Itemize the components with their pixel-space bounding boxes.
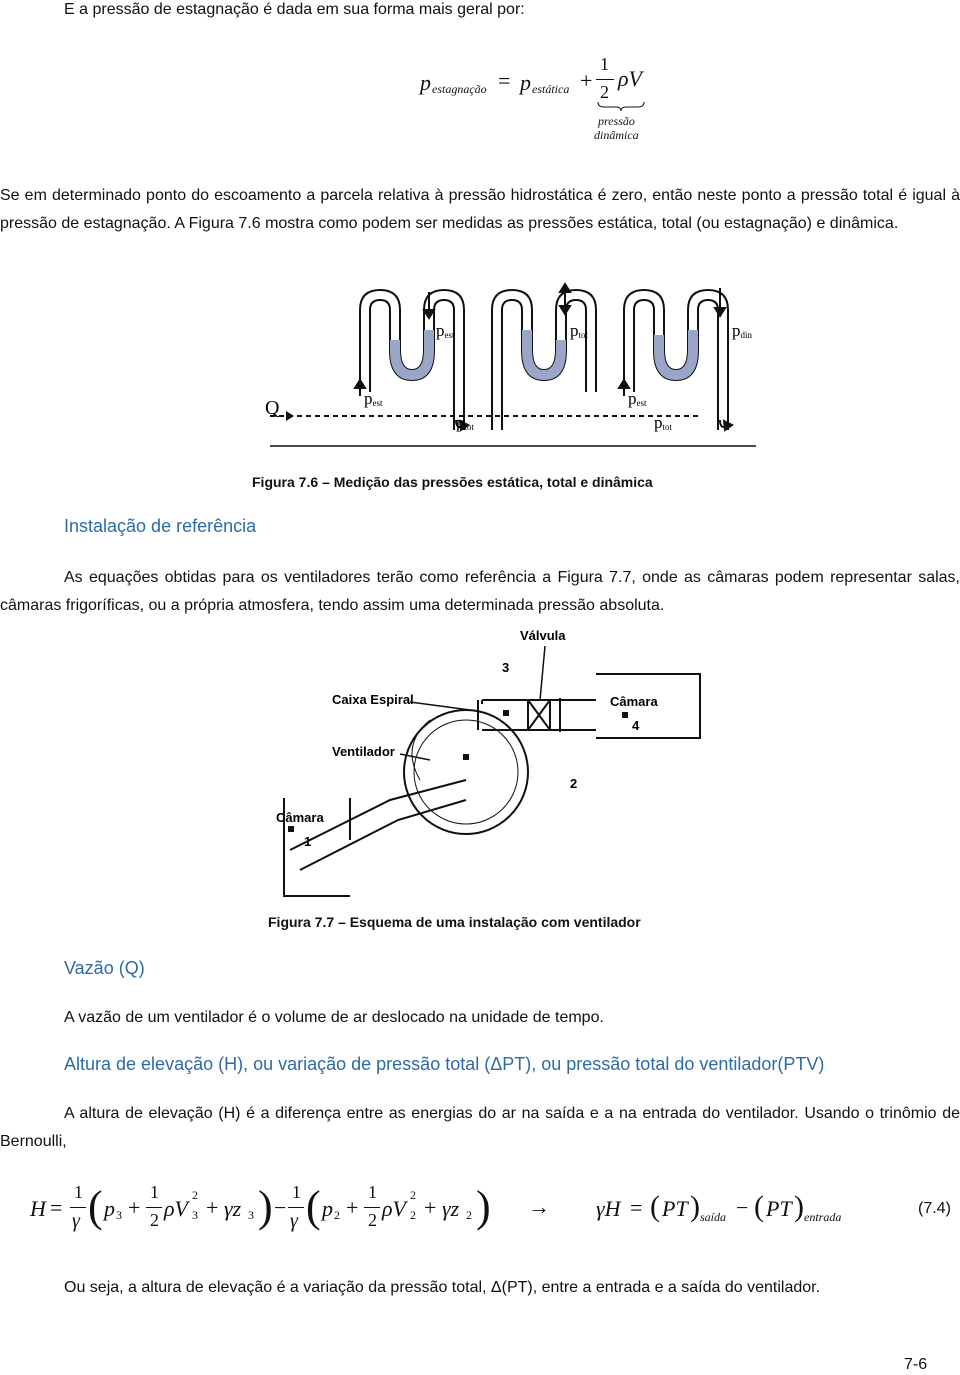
eq2-p3: p <box>104 1196 115 1221</box>
eq2-sq-1: 2 <box>192 1188 198 1202</box>
label-p-est-bottom-2: pest <box>628 389 647 408</box>
figure-7-6-caption: Figura 7.6 – Medição das pressões estática, total e dinâmica <box>252 474 653 490</box>
eq1-frac-num: 1 <box>600 54 609 74</box>
heading-reference-installation: Instalação de referência <box>64 516 257 536</box>
eq2-minus-2: − <box>736 1195 749 1220</box>
eq2-z2-sub: 2 <box>466 1208 472 1222</box>
eq2-p2: p <box>322 1196 333 1221</box>
fan-housing <box>404 710 528 834</box>
paragraph-stagnation: Se em determinado ponto do escoamento a parcela relativa à pressão hidrostática é zero, então neste ponto a pressão total é igual à pressão de estagnação. A Figura 7.6 mostra como podem ser medidas as pressões estática, total (ou estagnação) e dinâmica. <box>0 187 960 232</box>
eq2-entrada: entrada <box>804 1210 842 1224</box>
heading-elevation-height: Altura de elevação (H), ou variação de pressão total (ΔPT), ou pressão total do ventilador(PTV) <box>64 1054 825 1074</box>
label-Q: Q <box>265 397 280 419</box>
eq2-half-den-2: 2 <box>368 1210 377 1230</box>
eq1-rhs-p: p <box>520 70 531 95</box>
eq2-number: (7.4) <box>918 1200 951 1217</box>
eq2-sq-2: 2 <box>410 1188 416 1202</box>
label-p-tot-top: ptot <box>570 321 589 340</box>
valve-cross <box>528 700 550 730</box>
eq2-V2-sub: 2 <box>410 1208 416 1222</box>
eq2-plus-4: + <box>424 1195 437 1220</box>
manometer-1 <box>360 290 464 430</box>
label-valvula: Válvula <box>520 628 566 643</box>
eq1-lhs: p <box>420 70 431 95</box>
figure-7-6-diagram <box>260 280 760 452</box>
eq2-gz-1: γz <box>224 1196 242 1221</box>
eq1-plus: + <box>580 68 593 93</box>
eq2-gH: γH <box>596 1196 621 1221</box>
eq2-plus-1: + <box>128 1195 141 1220</box>
label-point-1: 1 <box>304 834 312 849</box>
label-ventilador: Ventilador <box>332 744 395 759</box>
eq2-PT-1: PT <box>662 1196 688 1221</box>
label-p-tot-bottom-2: ptot <box>654 413 673 432</box>
eq1-rhs-sub: estática <box>532 82 570 96</box>
label-point-4: 4 <box>632 718 640 733</box>
eq2-plus-3: + <box>346 1195 359 1220</box>
eq2-p2-sub: 2 <box>334 1208 340 1222</box>
figure-7-7-caption: Figura 7.7 – Esquema de uma instalação com ventilador <box>268 914 641 930</box>
eq1-frac-bar <box>596 79 614 80</box>
manometer-2 <box>492 290 596 430</box>
paragraph-conclusion: Ou seja, a altura de elevação é a variação da pressão total, Δ(PT), entre a entrada e a saída do ventilador. <box>64 1279 821 1296</box>
eq2-minus: − <box>274 1195 287 1220</box>
eq2-gamma-b: γ <box>290 1210 298 1232</box>
eq2-half-num-1: 1 <box>150 1182 159 1202</box>
eq1-equals: = <box>498 68 511 93</box>
eq2-plus-2: + <box>206 1195 219 1220</box>
manometer-3 <box>624 290 728 430</box>
eq2-H: H <box>30 1196 46 1221</box>
eq2-half-den-1: 2 <box>150 1210 159 1230</box>
eq2-p3-sub: 3 <box>116 1208 122 1222</box>
label-point-3: 3 <box>502 660 510 675</box>
paragraph-reference: As equações obtidas para os ventiladores terão como referência a Figura 7.7, onde as câmaras podem representar salas, câmaras frigoríficas, ou a própria atmosfera, tendo assim uma determinada pressão absoluta. <box>0 569 960 614</box>
equation-7-4: H = 1 γ ( p 3 + 1 2 ρV 2 3 + γz 3 ) − 1 γ ( p 2 + 1 2 ρV 2 2 + γz 2 ) → γH = ( PT ) saída − ( PT ) entrada (7.4) <box>30 1182 951 1232</box>
eq2-one-b: 1 <box>292 1182 301 1202</box>
eq1-term: ρV <box>618 66 642 91</box>
eq2-rhoV-1: ρV <box>164 1196 188 1221</box>
eq2-z3-sub: 3 <box>248 1208 254 1222</box>
eq2-equals-2: = <box>630 1195 643 1220</box>
label-caixa-espiral: Caixa Espiral <box>332 692 414 707</box>
eq2-gz-2: γz <box>442 1196 460 1221</box>
intro-text: E a pressão de estagnação é dada em sua forma mais geral por: <box>64 1 525 18</box>
eq2-PT-2: PT <box>766 1196 792 1221</box>
eq2-one-a: 1 <box>74 1182 83 1202</box>
eq2-gamma-a: γ <box>72 1210 80 1232</box>
eq1-lhs-sub: estagnação <box>432 82 487 96</box>
label-point-2: 2 <box>570 776 578 791</box>
eq2-half-num-2: 1 <box>368 1182 377 1202</box>
eq1-frac-den: 2 <box>600 82 609 102</box>
label-camara-right: Câmara <box>610 694 658 709</box>
eq2-arrow: → <box>528 1194 550 1219</box>
paragraph-flow-rate: A vazão de um ventilador é o volume de ar deslocado na unidade de tempo. <box>64 1009 604 1026</box>
label-p-tot-bottom-1: ptot <box>456 413 475 432</box>
label-p-est-bottom-1: pest <box>364 389 383 408</box>
eq2-V3-sub: 3 <box>192 1208 198 1222</box>
label-camara-left: Câmara <box>276 810 324 825</box>
eq2-equals: = <box>50 1195 63 1220</box>
paragraph-elevation: A altura de elevação (H) é a diferença entre as energias do ar na saída e a na entrada do ventilador. Usando o trinômio de Bernoulli, <box>0 1105 960 1150</box>
eq2-saida: saída <box>700 1210 727 1224</box>
label-p-din-top: pdin <box>732 321 753 340</box>
figure-7-7-diagram <box>270 620 710 900</box>
eq2-rhoV-2: ρV <box>382 1196 406 1221</box>
equation-stagnation-pressure <box>420 52 680 147</box>
eq1-brace-label-1: pressão <box>598 114 635 128</box>
page-number: 7-6 <box>904 1356 928 1373</box>
heading-flow-rate: Vazão (Q) <box>64 958 145 978</box>
label-p-est-top: pest <box>436 321 455 340</box>
eq1-underbrace <box>596 100 646 112</box>
eq1-brace-label-2: dinâmica <box>594 128 639 142</box>
